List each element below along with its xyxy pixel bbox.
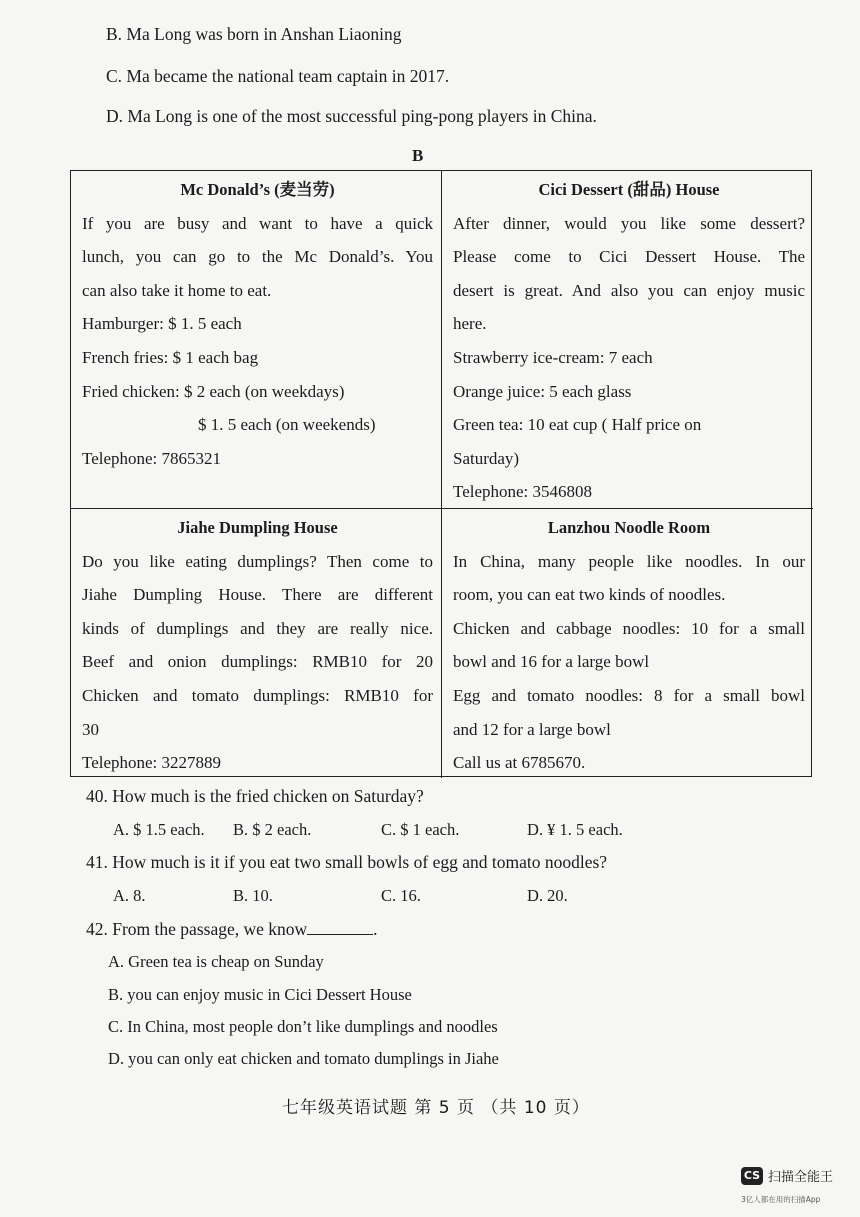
option-b: B. $ 2 each. — [233, 820, 312, 839]
scanner-watermark — [741, 1166, 833, 1185]
option-a: A. Green tea is cheap on Sunday — [108, 952, 324, 971]
option-d: D. 20. — [527, 886, 568, 905]
ad-line: Jiahe Dumpling House. There are different — [82, 585, 433, 605]
ad-line: Strawberry ice-cream: 7 each — [453, 347, 653, 367]
ad-line: Telephone: 3546808 — [453, 482, 593, 502]
prev-option-d: D. Ma Long is one of the most successful ping-pong players in China. — [106, 106, 597, 126]
prev-option-b: B. Ma Long was born in Anshan Liaoning — [106, 24, 402, 44]
ad-mcdonalds — [71, 171, 442, 509]
ad-body — [453, 545, 805, 778]
question-42 — [86, 919, 378, 940]
ad-line: can also take it home to eat. — [82, 280, 272, 300]
ad-title: Jiahe Dumpling House — [177, 518, 338, 537]
ad-line: After dinner, would you like some dessert? — [453, 213, 805, 233]
ad-line: room, you can eat two kinds of noodles. — [453, 585, 726, 605]
ad-lanzhou-noodle — [442, 509, 813, 778]
ad-line: desert is great. And also you can enjoy music — [453, 280, 805, 300]
option-d: D. ¥ 1. 5 each. — [527, 820, 623, 839]
ad-line: and 12 for a large bowl — [453, 719, 611, 739]
question-42-stem-end: . — [373, 919, 378, 939]
option-c: C. In China, most people don’t like dumplings and noodles — [108, 1017, 498, 1036]
ad-line: Telephone: 7865321 — [82, 448, 222, 468]
ad-line: 30 — [82, 719, 99, 739]
ad-line: Please come to Cici Dessert House. The — [453, 247, 805, 267]
ad-line: Saturday) — [453, 448, 520, 468]
option-c: C. $ 1 each. — [381, 820, 460, 839]
option-c: C. 16. — [381, 886, 421, 905]
ad-title: Cici Dessert (甜品) House — [538, 180, 720, 199]
ad-line: If you are busy and want to have a quick — [82, 213, 433, 233]
question-40: 40. How much is the fried chicken on Saturday? — [86, 786, 424, 806]
watermark-name: 扫描全能王 — [768, 1170, 834, 1185]
ad-body — [82, 545, 433, 778]
option-b: B. you can enjoy music in Cici Dessert House — [108, 985, 412, 1004]
ad-line: Egg and tomato noodles: 8 for a small bowl — [453, 685, 805, 705]
ad-line: Hamburger: $ 1. 5 each — [82, 314, 242, 334]
ad-line: Fried chicken: $ 2 each (on weekdays) — [82, 381, 345, 401]
ad-line: lunch, you can go to the Mc Donald’s. You — [82, 247, 433, 267]
restaurant-ads-table — [70, 170, 812, 777]
option-b: B. 10. — [233, 886, 273, 905]
ad-line: here. — [453, 314, 487, 334]
ad-line: bowl and 16 for a large bowl — [453, 652, 650, 672]
ad-line: $ 1. 5 each (on weekends) — [198, 415, 376, 435]
ad-line: Do you like eating dumplings? Then come to — [82, 551, 433, 571]
question-42-stem: 42. From the passage, we know — [86, 919, 308, 939]
option-a: A. 8. — [113, 886, 146, 905]
ad-body — [453, 207, 805, 509]
answer-blank — [307, 920, 373, 935]
ad-line: Green tea: 10 eat cup ( Half price on — [453, 415, 702, 435]
prev-option-c: C. Ma became the national team captain in 2017. — [106, 66, 450, 86]
ad-line: French fries: $ 1 each bag — [82, 347, 259, 367]
option-d: D. you can only eat chicken and tomato dumplings in Jiahe — [108, 1049, 499, 1068]
ad-line: Orange juice: 5 each glass — [453, 381, 632, 401]
ad-cici-dessert — [442, 171, 813, 509]
ad-line: Chicken and tomato dumplings: RMB10 for — [82, 685, 433, 705]
section-label: B — [412, 146, 424, 165]
page-footer: 七年级英语试题 第 5 页 （共 10 页） — [282, 1098, 590, 1118]
ad-title: Mc Donald’s (麦当劳) — [180, 180, 335, 199]
option-a: A. $ 1.5 each. — [113, 820, 205, 839]
ad-line: Telephone: 3227889 — [82, 753, 222, 773]
watermark-tagline: 3亿人都在用的扫描App — [741, 1195, 821, 1204]
ad-jiahe-dumpling — [71, 509, 442, 778]
ad-line: Beef and onion dumplings: RMB10 for 20 — [82, 652, 433, 672]
camscanner-logo-icon: CS — [741, 1167, 763, 1185]
ad-body — [82, 207, 433, 476]
ad-line: kinds of dumplings and they are really nice. — [82, 618, 433, 638]
ad-line: In China, many people like noodles. In our — [453, 551, 805, 571]
ad-line: Call us at 6785670. — [453, 753, 586, 773]
ad-title: Lanzhou Noodle Room — [547, 518, 711, 537]
ad-line: Chicken and cabbage noodles: 10 for a small — [453, 618, 805, 638]
question-41: 41. How much is it if you eat two small bowls of egg and tomato noodles? — [86, 852, 608, 872]
